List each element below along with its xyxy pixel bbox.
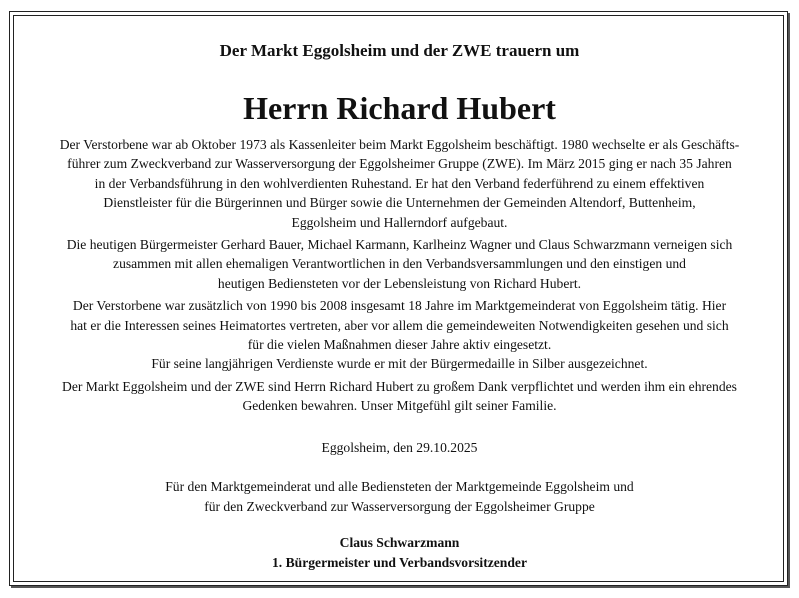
text-line: für den Zweckverband zur Wasserversorgung der Eggolsheimer Gruppe: [204, 498, 595, 514]
text-line: Dienstleister für die Bürgerinnen und Bürger sowie die Unternehmen der Gemeinden Altendorf, Buttenheim,: [103, 195, 696, 211]
paragraph-mayors: [24, 235, 775, 293]
text-line: zusammen mit allen ehemaligen Verantwortlichen in den Verbandsversammlungen und den einstigen und: [113, 256, 686, 272]
paragraph-gratitude: [24, 377, 775, 416]
text-line: hat er die Interessen seines Heimatortes vertreten, aber vor allem die gemeindeweiten Notwendigkeiten gesehen und sich: [70, 317, 729, 333]
paragraph-career: [24, 135, 775, 232]
notice-heading: Der Markt Eggolsheim und der ZWE trauern um: [219, 41, 580, 60]
text-line: Für seine langjährigen Verdienste wurde er mit der Bürgermedaille in Silber ausgezeichnet.: [151, 356, 648, 372]
text-line: Die heutigen Bürgermeister Gerhard Bauer, Michael Karmann, Karlheinz Wagner und Claus Schwarzmann verneigen sich: [66, 237, 733, 253]
text-line: für die vielen Maßnahmen dieser Jahre aktiv eingesetzt.: [247, 337, 552, 353]
text-line: in der Verbandsführung in den wohlverdienten Ruhestand. Er hat den Verband federführend zu einem effektiven: [94, 175, 705, 191]
text-line: Der Verstorbene war zusätzlich von 1990 bis 2008 insgesamt 18 Jahre im Marktgemeinderat von Eggolsheim tätig. Hier: [72, 298, 727, 314]
text-line: Für den Marktgemeinderat und alle Bediensteten der Marktgemeinde Eggolsheim und: [165, 478, 634, 494]
place-date: Eggolsheim, den 29.10.2025: [321, 439, 478, 455]
paragraph-council: [24, 296, 775, 374]
obituary-notice: [24, 40, 775, 573]
signers-text: [24, 477, 775, 517]
deceased-name: Herrn Richard Hubert: [243, 90, 556, 126]
text-line: Der Verstorbene war ab Oktober 1973 als Kassenleiter beim Markt Eggolsheim beschäftigt. 1980 wechselte er als Geschäfts-: [59, 137, 740, 152]
text-line: Gedenken bewahren. Unser Mitgefühl gilt seiner Familie.: [242, 398, 557, 414]
text-line: heutigen Bediensteten vor der Lebensleistung von Richard Hubert.: [217, 275, 582, 291]
text-line: Der Markt Eggolsheim und der ZWE sind Herrn Richard Hubert zu großem Dank verpflichtet und werden ihm ein ehrendes: [62, 378, 737, 394]
text-line: Eggolsheim und Hallerndorf aufgebaut.: [291, 214, 508, 230]
signatory-title: 1. Bürgermeister und Verbandsvorsitzender: [271, 554, 527, 570]
text-line: führer zum Zweckverband zur Wasserversorgung der Eggolsheimer Gruppe (ZWE). Im März 2015 ging er nach 35 Jahren: [67, 156, 732, 172]
signatory: [24, 533, 775, 573]
signatory-name: Claus Schwarzmann: [339, 534, 460, 550]
